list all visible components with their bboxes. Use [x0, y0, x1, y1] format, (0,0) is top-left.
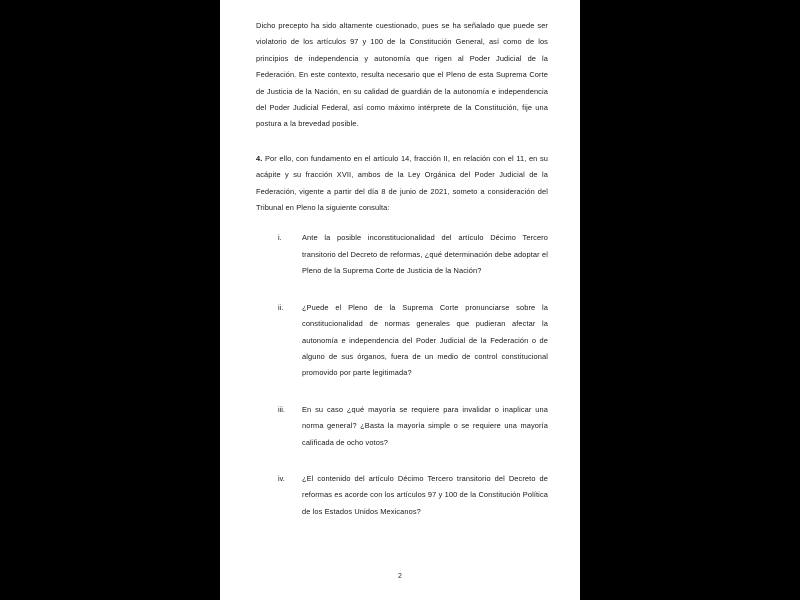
paragraph-intro: Dicho precepto ha sido altamente cuestionado, pues se ha señalado que puede ser violatorio de los artículos 97 y 100 de la Constitución General, así como de los principios de independencia y autonomía que rigen al Poder Judicial de la Federación. En este contexto, resulta necesario que el Pleno de esta Suprema Corte de Justicia de la Nación, en su calidad de guardián de la autonomía e independencia del Poder Judicial Federal, así como máximo intérprete de la Constitución, fije una postura a la brevedad posible.	[256, 21, 548, 129]
list-item-marker: ii.	[278, 302, 284, 312]
list-item-text: Ante la posible inconstitucionalidad del artículo Décimo Tercero transitorio del Decreto de reformas, ¿qué determinación debe adoptar el Pleno de la Suprema Corte de Justicia de la Nación?	[302, 233, 548, 276]
list-item	[256, 230, 548, 279]
list-item-marker: i.	[278, 233, 282, 243]
page-number: 2	[398, 573, 402, 580]
question-list	[256, 230, 548, 520]
list-item	[256, 471, 548, 520]
document-page	[220, 0, 580, 600]
paragraph-numbered-4	[256, 151, 548, 217]
list-item-marker: iii.	[278, 404, 285, 414]
list-item	[256, 402, 548, 451]
list-item-marker: iv.	[278, 473, 285, 483]
paragraph-numbered-text: Por ello, con fundamento en el artículo 14, fracción II, en relación con el 11, en su acápite y su fracción XVII, ambos de la Ley Orgánica del Poder Judicial de la Federación, vigente a partir del día 8 de junio de 2021, someto a consideración del Tribunal en Pleno la siguiente consulta:	[256, 153, 548, 213]
list-item	[256, 300, 548, 382]
page-content	[256, 18, 548, 578]
list-item-text: En su caso ¿qué mayoría se requiere para invalidar o inaplicar una norma general? ¿Basta la mayoría simple o se requiere una mayoría calificada de ocho votos?	[302, 404, 548, 447]
list-item-text: ¿Puede el Pleno de la Suprema Corte pronunciarse sobre la constitucionalidad de normas generales que pudieran afectar la autonomía e independencia del Poder Judicial de la Federación o de alguno de sus órganos, fuera de un medio de control constitucional promovido por parte legitimada?	[302, 302, 548, 378]
paragraph-number: 4.	[256, 153, 263, 163]
list-item-text: ¿El contenido del artículo Décimo Tercero transitorio del Decreto de reformas es acorde con los artículos 97 y 100 de la Constitución Política de los Estados Unidos Mexicanos?	[302, 473, 548, 516]
